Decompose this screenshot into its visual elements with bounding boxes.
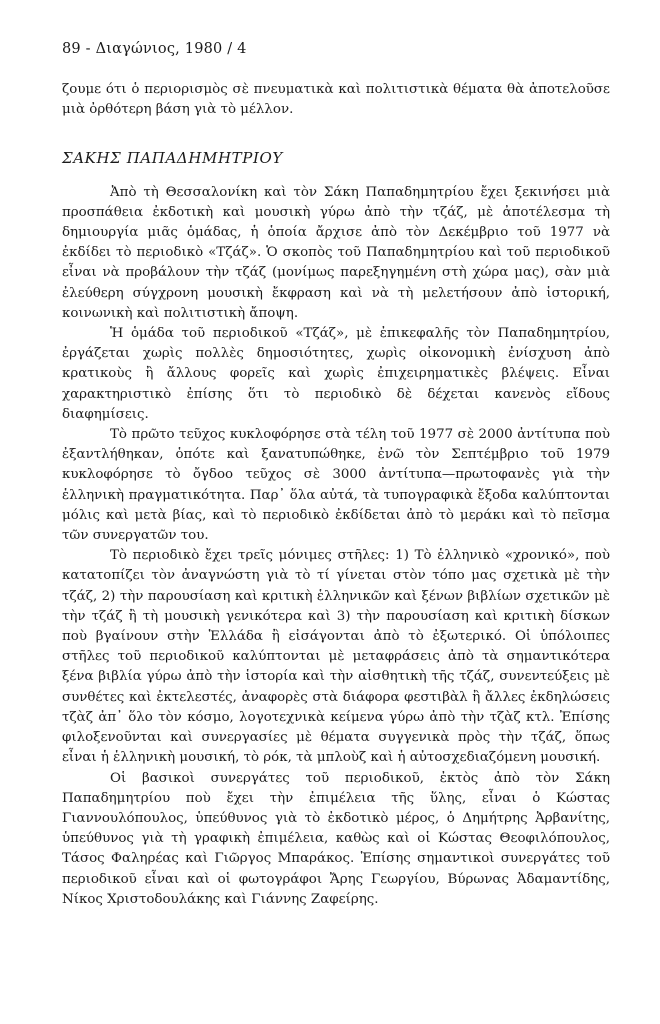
paragraph-2: Ἡ ὁμάδα τοῦ περιοδικοῦ «Τζάζ», μὲ ἐπικεφαλῆς τὸν Παπαδημητρίου, ἐργάζεται χωρὶς πολλὲς δημοσιότητες, χωρὶς οἰκονομικὴ ἐνίσχυση ἀπὸ κρατικοὺς ἢ ἄλλους φορεῖς καὶ χωρὶς ἐπιχειρηματικὲς βλέψεις. Εἶναι χαρακτηριστικὸ ἐπίσης ὅτι τὸ περιοδικὸ δὲ δέχεται κανενὸς εἴδους διαφημίσεις. <box>62 326 610 422</box>
section-title: ΣΑΚΗΣ ΠΑΠΑΔΗΜΗΤΡΙΟΥ <box>62 149 283 168</box>
document-body <box>62 80 610 910</box>
paragraph-5: Οἱ βασικοὶ συνεργάτες τοῦ περιοδικοῦ, ἐκτὸς ἀπὸ τὸν Σάκη Παπαδημητρίου ποὺ ἔχει τὴν ἐπιμέλεια τῆς ὕλης, εἶναι ὁ Κώστας Γιαννουλόπουλος, ὑπεύθυνος γιὰ τὸ ἐκδοτικὸ μέρος, ὁ Δημήτρης Ἀρβανίτης, ὑπεύθυνος γιὰ τὴ γραφικὴ ἐπιμέλεια, καθὼς καὶ οἱ Κώστας Θεοφιλόπουλος, Τάσος Φαληρέας καὶ Γιῶργος Μπαράκος. Ἐπίσης σημαντικοὶ συνεργάτες τοῦ περιοδικοῦ εἶναι καὶ οἱ φωτογράφοι Ἄρης Γεωργίου, Βύρωνας Ἀδαμαντίδης, Νίκος Χριστοδουλάκης καὶ Γιάννης Ζαφείρης. <box>62 770 610 907</box>
paragraph-4: Τὸ περιοδικὸ ἔχει τρεῖς μόνιμες στῆλες: 1) Τὸ ἑλληνικὸ «χρονικό», ποὺ κατατοπίζει τὸν ἀναγνώστη γιὰ τὸ τί γίνεται στὸν τόπο μας σχετικὰ μὲ τὴν τζάζ, 2) τὴν παρουσίαση καὶ κριτικὴ ἑλληνικῶν καὶ ξένων βιβλίων σχετικῶν μὲ τὴν τζάζ ἢ τὴ μουσικὴ γενικότερα καὶ 3) τὴν παρουσίαση καὶ κριτικὴ δίσκων ποὺ βγαίνουν στὴν Ἑλλάδα ἢ εἰσάγονται ἀπὸ τὸ ἐξωτερικό. Οἱ ὑπόλοιπες στῆλες τοῦ περιοδικοῦ καλύπτονται μὲ μεταφράσεις ἀπὸ τὰ σημαντικότερα ξένα βιβλία γύρω ἀπὸ τὴν ἱστορία καὶ τὴν αἰσθητικὴ τῆς τζάζ, συνεντεύξεις μὲ συνθέτες καὶ ἐκτελεστές, ἀναφορὲς στὰ διάφορα φεστιβὰλ ἢ ἄλλες ἐκδηλώσεις τζὰζ ἀπ᾿ ὅλο τὸν κόσμο, λογοτεχνικὰ κείμενα γύρω ἀπὸ τὴν τζὰζ κτλ. Ἐπίσης φιλοξενοῦνται καὶ συνεργασίες μὲ θέματα συγγενικὰ πρὸς τὴν τζάζ, ὅπως εἶναι ἡ ἑλληνικὴ μουσική, τὸ ρόκ, τὰ μπλοὺζ καὶ ἡ αὐτοσχεδιαζόμενη μουσική. <box>62 548 610 766</box>
document-page <box>62 40 610 910</box>
intro-paragraph: ζουμε ότι ὁ περιορισμὸς σὲ πνευματικὰ καὶ πολιτιστικὰ θέματα θὰ ἀποτελοῦσε μιὰ ὀρθότερη βάση γιὰ τὸ μέλλον. <box>62 82 610 118</box>
paragraph-1: Ἀπὸ τὴ Θεσσαλονίκη καὶ τὸν Σάκη Παπαδημητρίου ἔχει ξεκινήσει μιὰ προσπάθεια ἐκδοτικὴ καὶ μουσικὴ γύρω ἀπὸ τὴν τζάζ, μὲ ἀποτέλεσμα τὴ δημιουργία μιᾶς ὁμάδας, ἡ ὁποία ἄρχισε ἀπὸ τὸν Δεκέμβριο τοῦ 1977 νὰ ἐκδίδει τὸ περιοδικὸ «Τζάζ». Ὁ σκοπὸς τοῦ Παπαδημητρίου καὶ τοῦ περιοδικοῦ εἶναι νὰ προβάλουν τὴν τζάζ (μονίμως παρεξηγημένη στὴ χώρα μας), σὰν μιὰ ἐλεύθερη σύγχρονη μουσικὴ ἔκφραση καὶ νὰ τὴ μελετήσουν ἀπὸ ἱστορική, κοινωνικὴ καὶ πολιτιστικὴ ἄποψη. <box>62 184 610 321</box>
page-header: 89 - Διαγώνιος, 1980 / 4 <box>62 41 247 57</box>
paragraph-3: Τὸ πρῶτο τεῦχος κυκλοφόρησε στὰ τέλη τοῦ 1977 σὲ 2000 ἀντίτυπα ποὺ ἐξαντλήθηκαν, ὁπότε καὶ ξανατυπώθηκε, ἐνῶ τὸν Σεπτέμβριο τοῦ 1979 κυκλοφόρησε τὸ ὄγδοο τεῦχος σὲ 3000 ἀντίτυπα—πρωτοφανὲς γιὰ τὴν ἑλληνικὴ πραγματικότητα. Παρ᾿ ὅλα αὐτά, τὰ τυπογραφικὰ ἔξοδα καλύπτονται μόλις καὶ μετὰ βίας, καὶ τὸ περιοδικὸ ἐκδίδεται ἀπὸ τὸ μεράκι καὶ τὸ πεῖσμα τῶν συνεργατῶν του. <box>62 427 610 544</box>
